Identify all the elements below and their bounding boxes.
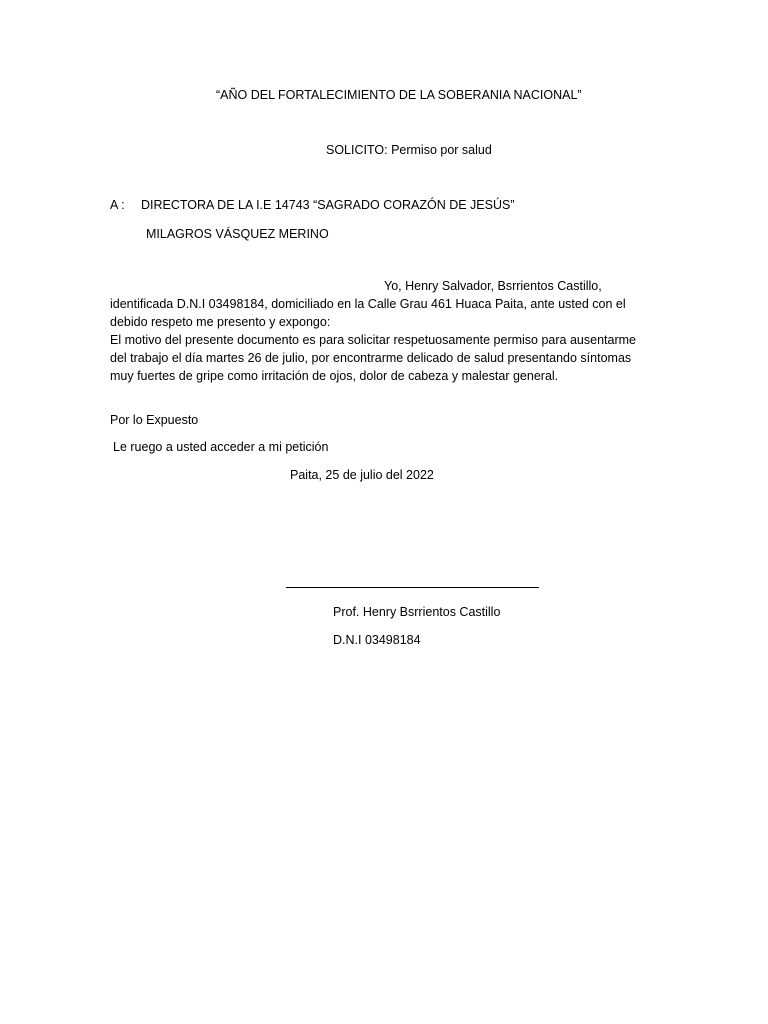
addressee-name: MILAGROS VÁSQUEZ MERINO (146, 227, 329, 241)
signatory-name: Prof. Henry Bsrrientos Castillo (333, 605, 501, 619)
signature-line (286, 587, 539, 588)
subject-line: SOLICITO: Permiso por salud (326, 143, 492, 157)
signatory-dni: D.N.I 03498184 (333, 633, 421, 647)
date-line: Paita, 25 de julio del 2022 (290, 468, 434, 482)
intro-paragraph: identificada D.N.I 03498184, domiciliado en la Calle Grau 461 Huaca Paita, ante usted con el debido respeto me presento y expongo: (110, 297, 626, 329)
intro-first-line: Yo, Henry Salvador, Bsrrientos Castillo, (384, 279, 602, 293)
addressee-recipient: DIRECTORA DE LA I.E 14743 “SAGRADO CORAZÓN DE JESÚS” (141, 198, 515, 212)
letter-body (110, 295, 655, 385)
year-motto: “AÑO DEL FORTALECIMIENTO DE LA SOBERANIA NACIONAL” (216, 88, 582, 102)
request-line: Le ruego a usted acceder a mi petición (113, 440, 329, 454)
motive-paragraph: El motivo del presente documento es para solicitar respetuosamente permiso para ausentarme del trabajo el día martes 26 de julio, por encontrarme delicado de salud presentando síntomas muy fuertes de gripe como irritación de ojos, dolor de cabeza y malestar general. (110, 333, 636, 383)
addressee-label: A : (110, 198, 125, 212)
por-lo-expuesto: Por lo Expuesto (110, 413, 199, 427)
